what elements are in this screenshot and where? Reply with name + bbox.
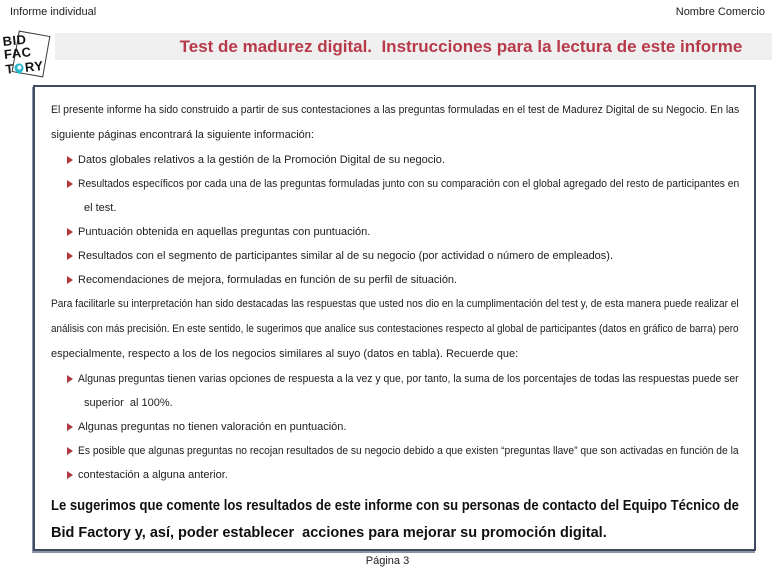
bullet-arrow-icon: [67, 276, 73, 284]
bullet-arrow-icon: [67, 423, 73, 431]
bid-factory-logo: [2, 31, 54, 87]
closing-recommendation: [51, 493, 740, 547]
bullet-item: Algunas preguntas tienen varias opciones de respuesta a la vez y que, por tanto, la suma de los porcentajes de todas las respuestas puede ser: [51, 367, 740, 391]
bullet-arrow-icon: [67, 252, 73, 260]
bullet-item: Resultados específicos por cada una de las preguntas formuladas junto con su comparación con el global agregado del resto de participantes en: [51, 172, 740, 196]
bullet-item: Algunas preguntas no tienen valoración en puntuación.: [51, 415, 740, 439]
bullet-item: contestación a alguna anterior.: [51, 463, 740, 487]
bullet-item: Recomendaciones de mejora, formuladas en función de su perfil de situación.: [51, 268, 740, 292]
business-name-label: Nombre Comercio: [675, 6, 765, 18]
interpretation-paragraph-line: análisis con más precisión. En este sentido, le sugerimos que analice sus contestaciones respecto al global de participantes (datos en gráfico de barra) pero: [51, 323, 739, 335]
bullet-arrow-icon: [67, 471, 73, 479]
bullet-arrow-icon: [67, 180, 73, 188]
page-title: Test de madurez digital. Instrucciones para la lectura de este informe: [179, 37, 743, 56]
interpretation-paragraph-line: Para facilitarle su interpretación han sido destacadas las respuestas que usted nos dio en la cumplimentación del test y, de esta manera puede realizar el: [51, 298, 739, 310]
intro-paragraph-line: El presente informe ha sido construido a partir de sus contestaciones a las preguntas formuladas en el test de Madurez Digital de su Negocio. En las: [51, 104, 740, 116]
logo-line-1: BID: [1, 31, 28, 50]
instructions-box: [33, 85, 756, 551]
interpretation-paragraph-line: especialmente, respecto a los de los negocios similares al suyo (datos en tabla). Recuerde que:: [51, 348, 519, 360]
intro-paragraph-line: siguiente páginas encontrará la siguiente información:: [51, 129, 314, 141]
bullet-item: Datos globales relativos a la gestión de la Promoción Digital de su negocio.: [51, 148, 740, 172]
logo-line-3-prefix: T: [4, 61, 15, 77]
bullet-arrow-icon: [67, 228, 73, 236]
bullet-item-continuation: el test.: [84, 202, 117, 214]
bullet-arrow-icon: [67, 156, 73, 164]
logo-line-2: FAC: [3, 44, 33, 62]
bullet-arrow-icon: [67, 375, 73, 383]
map-pin-icon: [14, 62, 25, 76]
bullet-arrow-icon: [67, 447, 73, 455]
bullet-item: Es posible que algunas preguntas no recojan resultados de su negocio debido a que existen “preguntas llave” que son activadas en función de la: [51, 439, 740, 463]
bullet-item-continuation: superior al 100%.: [84, 397, 173, 409]
logo-text: [2, 31, 44, 76]
doc-type-label: Informe individual: [10, 6, 97, 18]
closing-line: Bid Factory y, así, poder establecer acciones para mejorar su promoción digital.: [51, 525, 607, 541]
bullet-item: Puntuación obtenida en aquellas preguntas con puntuación.: [51, 220, 740, 244]
closing-line: Le sugerimos que comente los resultados de este informe con su personas de contacto del Equipo Técnico de: [51, 498, 739, 514]
page-number: Página 3: [365, 555, 410, 567]
logo-line-3-suffix: RY: [24, 57, 45, 75]
bullet-item: Resultados con el segmento de participantes similar al de su negocio (por actividad o número de empleados).: [51, 244, 740, 268]
title-band: [55, 33, 772, 60]
logo-line-3: [5, 57, 44, 76]
